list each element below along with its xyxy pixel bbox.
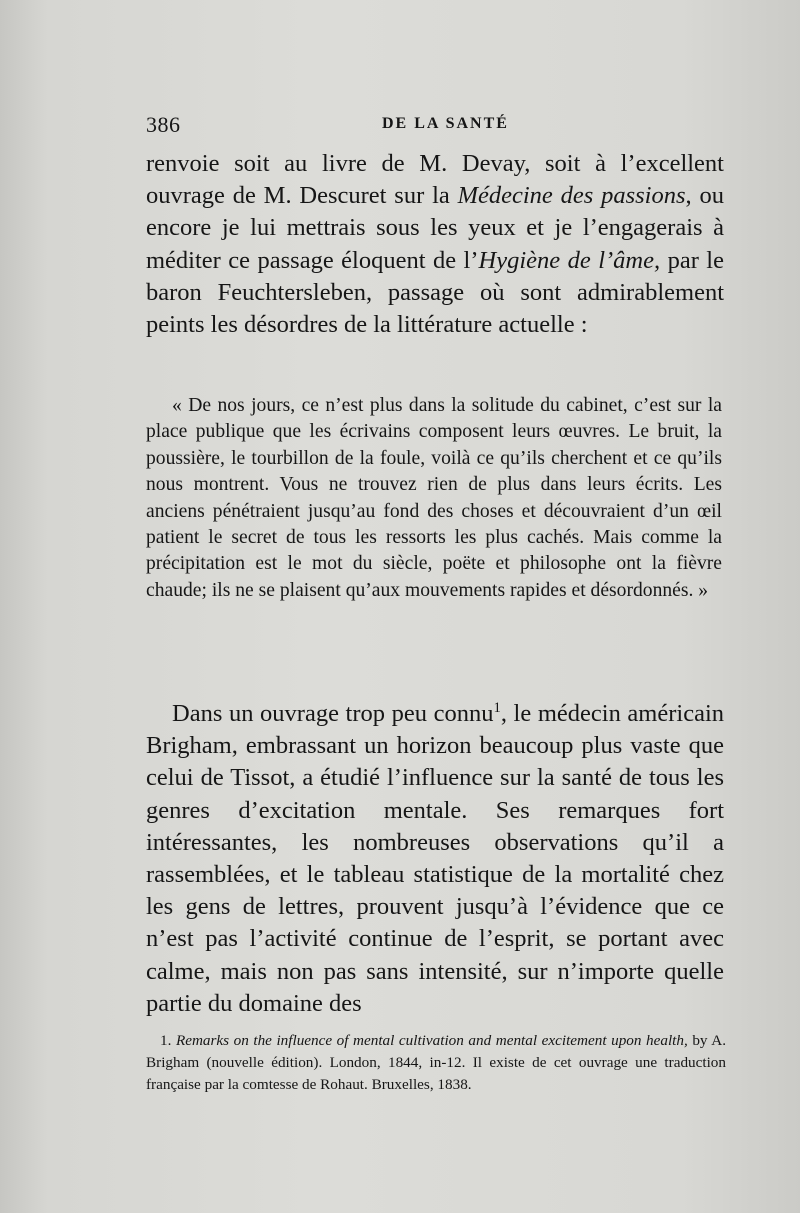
- running-head: DE LA SANTÉ: [382, 115, 509, 132]
- paragraph-brigham: [146, 698, 724, 1020]
- footnote-reference: 1: [493, 699, 501, 716]
- block-quote: « De nos jours, ce n’est plus dans la solitude du cabinet, c’est sur la place publique que les écrivains composent leurs œuvres. Le bruit, la poussière, le tourbillon de la foule, voilà ce qu’ils cherchent et ce qu’ils nous montrent. Vous ne trouvez rien de plus dans leurs écrits. Les anciens pénétraient jusqu’au fond des choses et découvraient d’un œil patient le secret de tous les ressorts les plus cachés. Mais comme la précipitation est le mot du siècle, poëte et philosophe ont la fièvre chaude; ils ne se plaisent qu’aux mouvements rapides et désordonnés. »: [146, 395, 722, 601]
- paragraph-intro: [146, 148, 724, 341]
- paragraph-brigham-text-b: , le médecin américain Brigham, embrassant un horizon beaucoup plus vaste que celui de Tissot, a étudié l’influence sur la santé de tous les genres d’excitation mentale. Ses remarques fort intéressantes, les nombreuses observations qu’il a rassemblées, et le tableau statistique de la mortalité chez les gens de lettres, prouvent jusqu’à l’évidence que ce n’est pas l’activité continue de l’esprit, se portant avec calme, mais non pas sans intensité, sur n’importe quelle partie du domaine des: [146, 700, 724, 1017]
- footnote-text: by A. Brigham (nouvelle édition). London, 1844, in-12. Il existe de cet ouvrage une traduction française par la comtesse de Rohaut. Bruxelles, 1838.: [146, 1032, 726, 1093]
- page-header: [146, 112, 716, 142]
- page-number: 386: [146, 112, 181, 137]
- book-title-hygiene-de-lame: Hygiène de l’âme,: [478, 246, 661, 274]
- footnote-number: 1.: [160, 1032, 172, 1049]
- paragraph-brigham-text-a: Dans un ouvrage trop peu connu: [172, 700, 494, 727]
- paragraph-intro-text-b: , ou encore je lui mettrais sous les yeux et je l’engagerais à méditer ce passage éloquent de l’: [146, 182, 724, 274]
- footnote: [146, 1030, 726, 1096]
- book-title-medecine-des-passions: Médecine des passions: [457, 182, 686, 210]
- footnote-cited-title: Remarks on the influence of mental cultivation and mental excitement upon health,: [175, 1032, 688, 1049]
- paragraph-intro-text-c: par le baron Feuchtersleben, passage où sont admirablement peints les désordres de la littérature actuelle :: [146, 246, 724, 339]
- paragraph-intro-text-a: renvoie soit au livre de M. Devay, soit à l’excellent ouvrage de M. Descuret sur la: [146, 150, 724, 210]
